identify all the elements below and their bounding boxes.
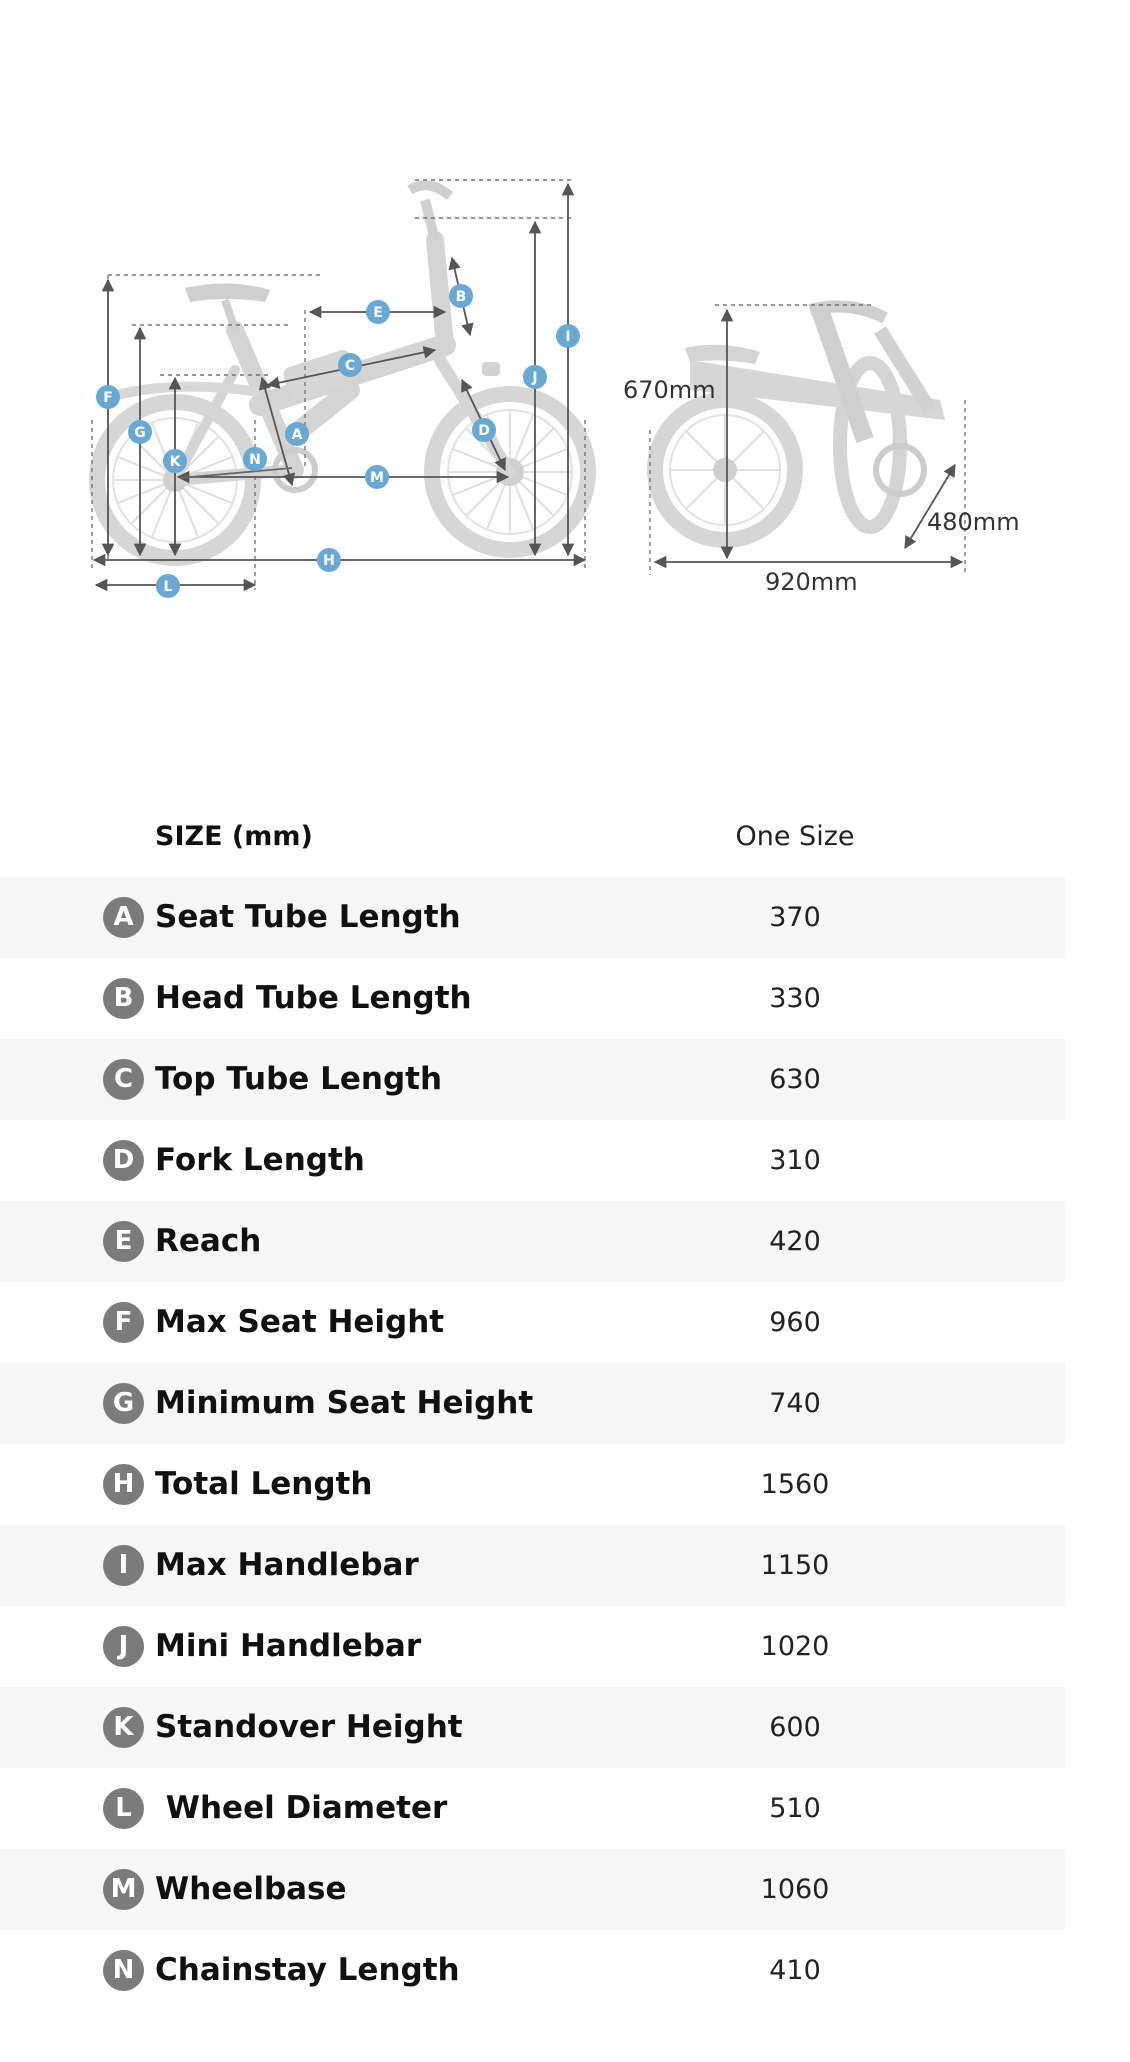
- letter-badge: E: [103, 1221, 144, 1262]
- row-value: 740: [769, 1388, 821, 1419]
- table-row: [0, 958, 1065, 1039]
- badge-d: [472, 418, 496, 442]
- svg-text:D: D: [478, 423, 490, 439]
- svg-text:E: E: [373, 305, 383, 321]
- row-label: Wheelbase: [155, 1871, 347, 1907]
- table-row: [0, 1363, 1065, 1444]
- row-label: Minimum Seat Height: [155, 1385, 534, 1421]
- letter-badge: A: [103, 897, 144, 938]
- table-row: [0, 1930, 1065, 2011]
- svg-text:K: K: [169, 454, 181, 470]
- row-value: 1150: [760, 1550, 830, 1581]
- letter-badge: N: [103, 1950, 144, 1991]
- badge-j: [523, 365, 547, 389]
- row-value: 410: [769, 1955, 821, 1986]
- row-label: Fork Length: [155, 1142, 365, 1178]
- row-label: Max Seat Height: [155, 1304, 445, 1340]
- badge-m: [365, 465, 389, 489]
- geometry-diagram: [0, 0, 1130, 740]
- row-label: Wheel Diameter: [155, 1790, 448, 1826]
- badge-c: [338, 353, 362, 377]
- svg-text:F: F: [103, 390, 113, 406]
- letter-badge: G: [103, 1383, 144, 1424]
- letter-badge: K: [103, 1707, 144, 1748]
- row-label: Standover Height: [155, 1709, 463, 1745]
- folded-height-label: 670mm: [623, 376, 716, 404]
- table-row: [0, 1444, 1065, 1525]
- row-label: Head Tube Length: [155, 980, 472, 1016]
- bike-geometry-svg: [0, 0, 1130, 740]
- svg-text:N: N: [249, 452, 261, 468]
- badge-a: [285, 422, 309, 446]
- row-value: 630: [769, 1064, 821, 1095]
- table-row: [0, 1687, 1065, 1768]
- svg-text:I: I: [565, 329, 571, 345]
- letter-badge: L: [103, 1788, 144, 1829]
- svg-text:C: C: [344, 358, 356, 374]
- svg-text:B: B: [455, 289, 467, 305]
- svg-text:M: M: [370, 470, 384, 486]
- row-value: 600: [769, 1712, 821, 1743]
- folded-length-label: 920mm: [765, 568, 858, 596]
- table-row: [0, 1282, 1065, 1363]
- badge-f: [96, 385, 120, 409]
- row-value: 310: [769, 1145, 821, 1176]
- row-value: 1560: [760, 1469, 830, 1500]
- letter-badge: D: [103, 1140, 144, 1181]
- row-value: 370: [769, 902, 821, 933]
- one-size-header: One Size: [735, 821, 855, 852]
- table-row: [0, 877, 1065, 958]
- svg-text:L: L: [163, 579, 173, 595]
- letter-badge: B: [103, 978, 144, 1019]
- badge-i: [556, 324, 580, 348]
- row-value: 420: [769, 1226, 821, 1257]
- badge-g: [128, 420, 152, 444]
- row-value: 1060: [760, 1874, 830, 1905]
- table-row: [0, 1768, 1065, 1849]
- badge-b: [449, 284, 473, 308]
- row-label: Seat Tube Length: [155, 899, 461, 935]
- row-label: Reach: [155, 1223, 262, 1259]
- spec-rows: [0, 877, 1065, 2011]
- badge-e: [366, 300, 390, 324]
- row-value: 510: [769, 1793, 821, 1824]
- svg-text:G: G: [134, 425, 146, 441]
- size-header-label: SIZE (mm): [155, 821, 313, 852]
- row-label: Mini Handlebar: [155, 1628, 422, 1664]
- row-label: Max Handlebar: [155, 1547, 419, 1583]
- table-row: [0, 1849, 1065, 1930]
- svg-text:H: H: [323, 553, 335, 569]
- letter-badge: J: [103, 1626, 144, 1667]
- badge-l: [156, 574, 180, 598]
- table-row: [0, 1606, 1065, 1687]
- letter-badge: M: [103, 1869, 144, 1910]
- table-row: [0, 1525, 1065, 1606]
- folded-depth-label: 480mm: [927, 508, 1020, 536]
- letter-badge: F: [103, 1302, 144, 1343]
- row-label: Top Tube Length: [155, 1061, 443, 1097]
- row-label: Chainstay Length: [155, 1952, 460, 1988]
- svg-text:A: A: [291, 427, 303, 443]
- badge-n: [243, 447, 267, 471]
- row-label: Total Length: [155, 1466, 373, 1502]
- table-row: [0, 1120, 1065, 1201]
- table-row: [0, 1201, 1065, 1282]
- badge-h: [317, 548, 341, 572]
- table-row: [0, 1039, 1065, 1120]
- letter-badge: I: [103, 1545, 144, 1586]
- row-value: 330: [769, 983, 821, 1014]
- svg-text:J: J: [532, 370, 538, 386]
- letter-badge: H: [103, 1464, 144, 1505]
- row-value: 1020: [760, 1631, 830, 1662]
- row-value: 960: [769, 1307, 821, 1338]
- table-header: [0, 797, 1065, 877]
- size-spec-table: [0, 797, 1065, 2011]
- badge-k: [163, 449, 187, 473]
- folded-bike-silhouette: [655, 306, 945, 540]
- letter-badge: C: [103, 1059, 144, 1100]
